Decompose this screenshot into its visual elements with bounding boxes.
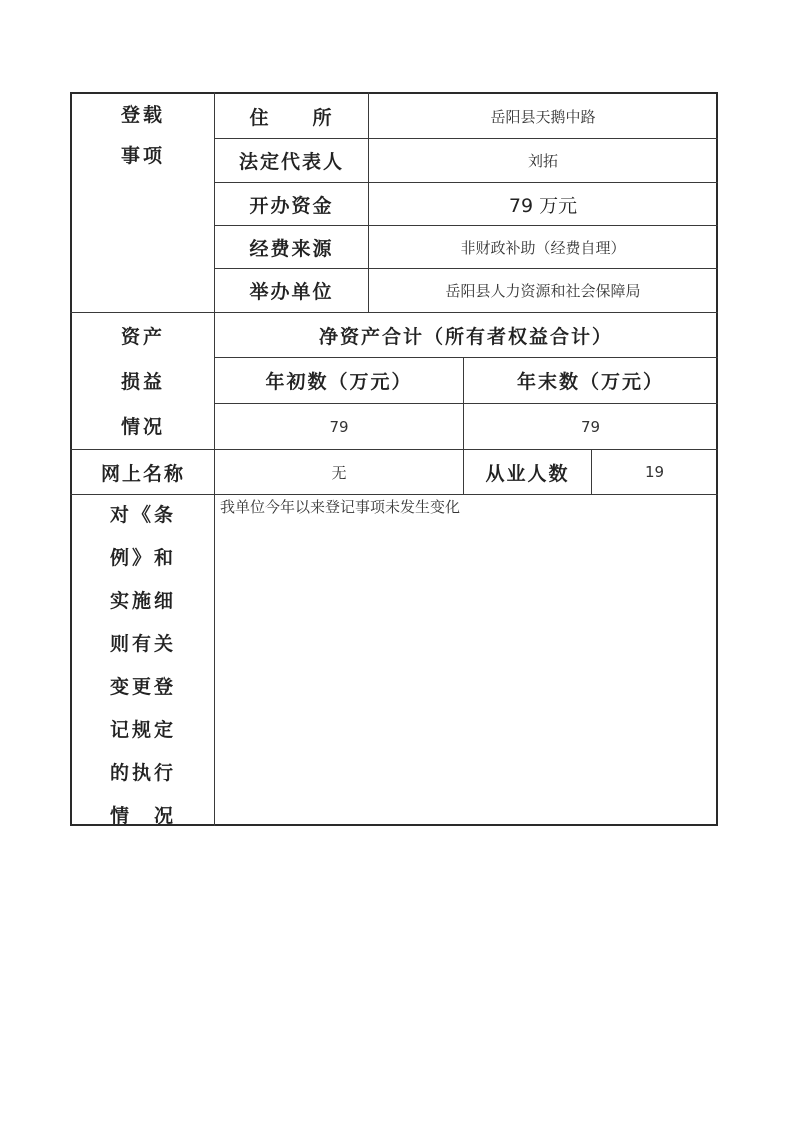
sponsor-unit-label: 举办单位 — [249, 281, 334, 303]
sponsor-unit-value: 岳阳县人力资源和社会保障局 — [445, 282, 641, 300]
address-label: 住 所 — [249, 106, 334, 129]
funding-value: 79 万元 — [508, 194, 578, 217]
compliance-label-line: 对《条 — [109, 504, 176, 526]
compliance-content: 我单位今年以来登记事项未发生变化 — [220, 498, 461, 516]
online-name-value: 无 — [331, 463, 347, 482]
assets-label-line3: 情况 — [120, 416, 165, 438]
address-value: 岳阳县天鹅中路 — [490, 107, 596, 126]
compliance-label-line: 实施细 — [109, 590, 176, 612]
registration-label-line1: 登载 — [120, 104, 165, 126]
year-end-header: 年末数（万元） — [516, 371, 664, 393]
year-end-value: 79 — [580, 417, 601, 436]
funding-label: 开办资金 — [249, 194, 334, 217]
compliance-label-line: 的执行 — [109, 762, 176, 784]
assets-label-line2: 损益 — [120, 371, 165, 393]
compliance-label-line: 记规定 — [109, 719, 176, 741]
net-assets-header: 净资产合计（所有者权益合计） — [318, 325, 613, 348]
online-name-label: 网上名称 — [100, 462, 185, 485]
compliance-label-line: 情 况 — [109, 805, 176, 827]
staff-count-label: 从业人数 — [485, 462, 570, 485]
year-start-value: 79 — [329, 417, 349, 436]
registration-label-line2: 事项 — [120, 145, 165, 167]
compliance-section-label — [72, 500, 214, 827]
legal-representative-value: 刘拓 — [527, 152, 558, 170]
table-rule — [70, 494, 718, 495]
registration-section-label — [72, 100, 214, 180]
compliance-label-line: 例》和 — [109, 547, 176, 569]
compliance-label-line: 则有关 — [109, 633, 176, 655]
funding-source-label: 经费来源 — [249, 237, 334, 260]
funding-source-value: 非财政补助（经费自理） — [460, 238, 626, 257]
compliance-label-line: 变更登 — [109, 676, 176, 698]
assets-label-line1: 资产 — [120, 326, 165, 348]
year-start-header: 年初数（万元） — [265, 371, 413, 393]
legal-representative-label: 法定代表人 — [238, 151, 344, 173]
assets-section-label — [72, 322, 214, 447]
staff-count-value: 19 — [644, 463, 665, 481]
